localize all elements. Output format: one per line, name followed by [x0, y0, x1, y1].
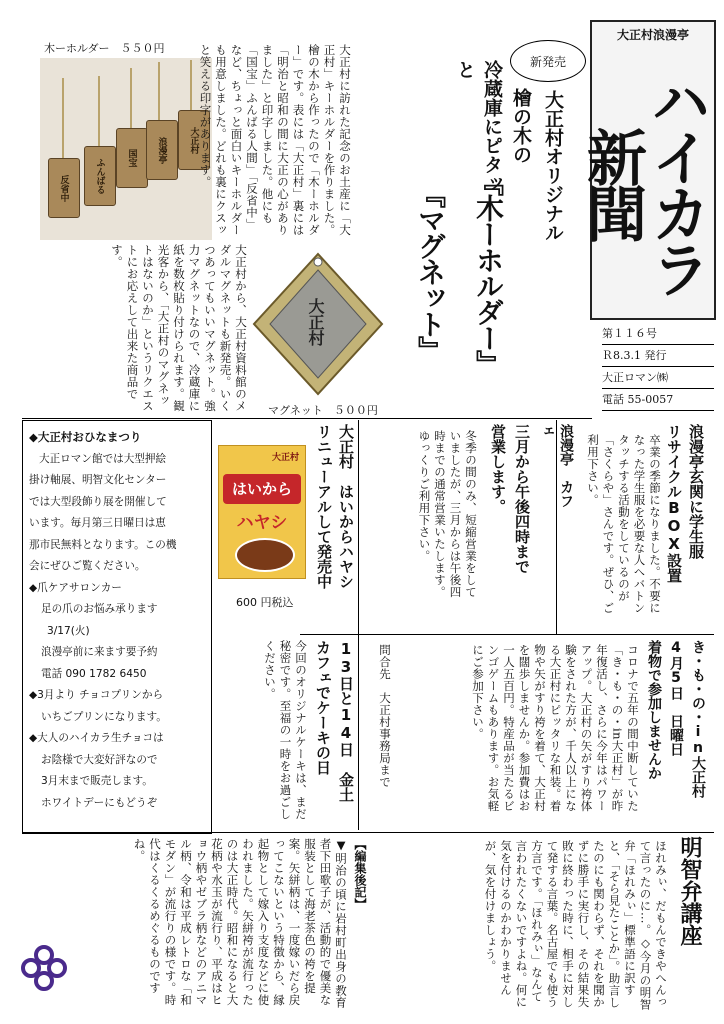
hayashi-price: 600 円税込 — [236, 596, 294, 609]
cafe-body: 冬季の間のみ、短縮営業をしていましたが、三月からは午後四時までの通常営業いたします。ゆっくりご利用下さい。 — [417, 430, 478, 598]
kimono-contact: 問合先 大正村事務局まで — [378, 644, 392, 788]
keyholder-headline-3: 『木ーホルダー』 — [472, 168, 505, 376]
hina-line-7: ◆爪ケアサロンカー — [29, 581, 122, 594]
divider-middle — [300, 634, 714, 635]
hinamatsuri-box — [22, 420, 212, 834]
keytag-4: 浪漫亭 — [146, 120, 178, 180]
magnet-headline-2: 『マグネット』 — [414, 180, 447, 362]
magnet-photo — [250, 250, 386, 398]
keytag-2: ふんばる — [84, 146, 116, 206]
hina-line-2: 掛け軸展、明智文化センター — [29, 474, 167, 486]
divider-cafe — [556, 420, 557, 634]
hina-line-10: 浪漫亭前に来ます要予約 — [41, 646, 158, 658]
masthead-title: ハイカラ新聞 — [577, 71, 711, 295]
hayashi-package — [218, 445, 306, 579]
kimono-headline-3: 着物で参加しませんか — [646, 640, 662, 780]
crest-logo-icon — [20, 944, 68, 992]
dialect-body: ほれみぃ、だもんできやへんって言ったのに…。◇今月の明智弁「ほれみぃ」標準語に訳すと、「そら見たことか」。助言したのにも関わらず、それを聞かずに勝手に実行し、その結果失敗に終わった時に、相手に対して発する言葉。名古屋でも使う方言です。「ほれみぃ」なんて言われたくないですよね。何に気を付けるのかわかりませんが、気を付けましょう。 — [483, 840, 668, 1011]
hina-line-8: 足の爪のお悩み承ります — [41, 603, 158, 615]
issue-phone: 電話 55-0057 — [602, 389, 714, 411]
kimono-headline-2: 4月5日 日曜日 — [668, 640, 684, 756]
recycle-headline-1: 浪漫亭玄関に学生服 — [687, 424, 705, 559]
kimono-body: コロナで五年の間中断していた「き・も・の・in大正村」が昨年復活し、さらに今年はパワーアップ。大正村の矢がすり袴体験をされた方が、千人以上になる大正村にピッタリな和装。着物や矢がすり袴を着て、大正村を闊歩しませんか。参加費はお一人五百円。特産品が当たるビンゴゲームもあります。お気軽にご参加下さい。 — [471, 644, 640, 813]
divider-cake — [358, 634, 359, 830]
keyholder-photo — [40, 58, 212, 240]
issue-editor: 大正ロマン㈱ — [602, 367, 714, 389]
hina-line-5: 那市民無料となります。この機 — [29, 538, 177, 551]
keyholder-headline-2: 檜の木の — [510, 88, 532, 164]
cafe-headline-1: 浪漫亭 カフェ — [538, 424, 574, 508]
hina-line-16: 3月末まで販売します。 — [41, 775, 153, 787]
divider-lower — [22, 832, 714, 833]
editorial-body: ▼明治の頃に岩村町出身の教育者下田歌子が、活動的で優美な服装として海老茶色の袴を提案。矢絣柄は、一度嫁いだら戻ってこないという特徴から、縁起物として嫁入り支度などに使われました。矢絣袴が流行ったのは大正時代。昭和になると大花柄や水玉が流行り、平成はヒョウ柄やゼブラ柄などのアニマル柄、令和は平成レトロな「和モダン」が流行りの様です。時代はくるくるめぐるものですね。 — [132, 838, 348, 1009]
hina-line-6: 会にぜひご覧ください。 — [29, 560, 146, 572]
hina-line-1: 大正ロマン館では大型押絵 — [39, 452, 167, 465]
keytag-5: 大正村 — [178, 110, 210, 170]
package-brand: 大正村 — [271, 453, 299, 463]
keyholder-body: 大正村に訪れた記念のお土産に「大正村」キーホルダーを作りました。檜の木から作ったので「木ーホルダー」です。表には「大正村」裏には「明治と昭和の間に大正の心がありました」と印字しました。他にも「国宝」ふんばる人間」「反省中」など、ちょっと面白いキーホルダーも用意しました。どれも裏にクスッと笑える印字があります。 — [198, 44, 352, 236]
hina-line-15: お陰様で大変好評なので — [41, 753, 158, 766]
cake-headline-2: カフェでケーキの日 — [314, 640, 332, 775]
hina-line-11: 電話 090 1782 6450 — [41, 667, 147, 680]
package-title: はいから — [223, 474, 301, 504]
issue-date: Ｒ8.3.1 発行 — [602, 345, 714, 367]
crest-logo — [20, 944, 68, 992]
editorial-label: 【編集後記】 — [353, 838, 367, 910]
magnet-body: 大正村から、大正村資料館のメダルマグネットも新発売。いくつあってもいいマグネット。強力マグネットなので、冷蔵庫に紙を数枚貼り付けられます。観光客から、「大正村のマグネットはないのか」というリクエストにお応えして出来た商品です。 — [110, 244, 248, 412]
keytag-1: 反省中 — [48, 158, 80, 218]
hayashi-headline-1: 大正村 はいからハヤシ — [337, 424, 355, 589]
package-dish-icon — [235, 538, 295, 572]
hina-line-3: では大型段飾り展を開催して — [29, 495, 167, 508]
keyholder-caption: 木ーホルダー ５５０円 — [44, 42, 165, 55]
hina-line-13: いちごプリンになります。 — [41, 710, 167, 723]
masthead-publisher: 大正村浪漫亭 — [616, 28, 689, 42]
hina-line-17: ホワイトデーにもどうぞ — [41, 796, 158, 809]
hina-line-12: ◆3月より チョコプリンから — [29, 689, 164, 701]
kimono-headline-1: き・も・の・in大正村 — [690, 640, 706, 798]
cafe-headline-2: 三月から午後四時まで — [513, 424, 531, 574]
cake-body: 今回のオリジナルケーキは、まだ秘密です。至福の一時をお過ごしください。 — [263, 640, 308, 820]
cafe-headline-3: 営業します。 — [489, 424, 507, 514]
keytag-3: 国宝 — [116, 128, 148, 188]
magnet-plate-text: 大正村 — [306, 298, 325, 346]
divider-top — [22, 418, 592, 419]
issue-number: 第１１６号 — [602, 323, 714, 345]
cake-headline-1: 13日と14日 金土 — [337, 640, 355, 802]
new-release-badge: 新発売 — [510, 40, 586, 82]
dialect-headline: 明智弁講座 — [677, 836, 702, 946]
magnet-caption: マグネット ５００円 — [268, 404, 378, 417]
hinamatsuri-title: ◆大正村おひなまつり — [29, 430, 142, 444]
hayashi-headline-2: リニューアルして発売中 — [315, 424, 333, 589]
keyholder-headline-1: 大正村オリジナル — [542, 90, 564, 242]
recycle-body: 卒業の季節になりました。不要になった学生服を必要な人へバトンタッチする活動をしているのが「さくらや」さんです。ぜひ、ご利用下さい。 — [586, 434, 662, 614]
issue-info — [602, 323, 714, 411]
magnet-headline-1: 冷蔵庫にピタッと — [454, 60, 503, 193]
hina-line-9: 3/17(火) — [47, 624, 90, 637]
package-sub: ハヤシ — [236, 513, 288, 533]
hina-line-4: います。毎月第三日曜日は恵 — [29, 517, 166, 529]
hina-line-14: ◆大人のハイカラ生チョコは — [29, 732, 164, 744]
divider-hayashi — [358, 420, 359, 634]
recycle-headline-2: リサイクルBOX設置 — [665, 424, 683, 583]
